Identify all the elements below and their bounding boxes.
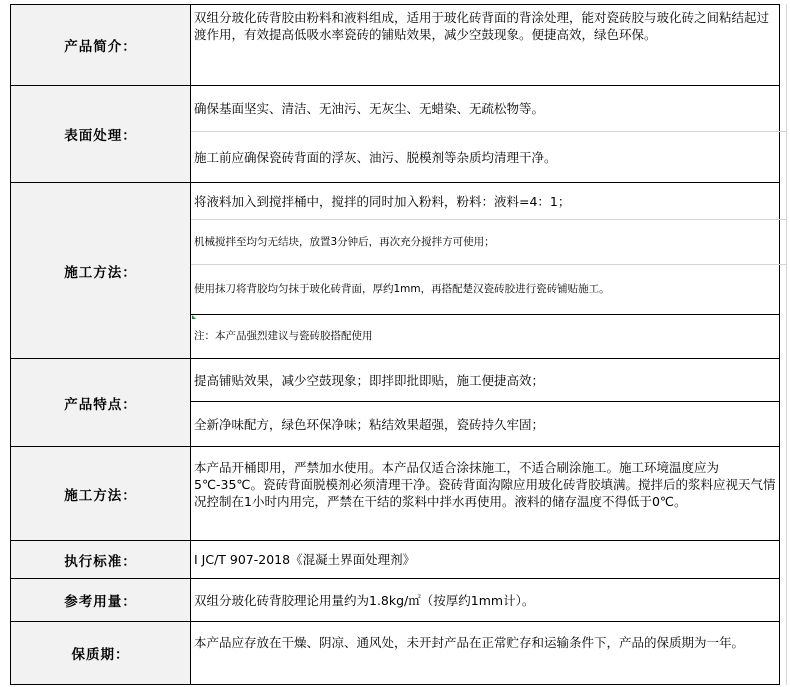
label-method-2: 施工方法： (10, 447, 191, 540)
border-section (10, 446, 780, 447)
intro-text: 双组分玻化砖背胶由粉料和液料组成，适用于玻化砖背面的背涂处理，能对瓷砖胶与玻化砖之间粘结起过渡作用，有效提高低吸水率瓷砖的铺贴效果，减少空鼓现象。便捷高效，绿色环保。 (194, 10, 770, 42)
method2-text: 本产品开桶即用，严禁加水使用。本产品仅适合涂抹施工，不适合刷涂施工。施工环境温度应为5℃-35℃。瓷砖背面脱模剂必须清理干净。瓷砖背面沟隙应用玻化砖背胶填满。搅拌后的浆料应视天气情况控制在1小时内用完，严禁在干结的浆料中拌水再使用。液料的储存温度不得低于0℃。 (194, 460, 776, 509)
features-row-1: 提高铺贴效果，减少空鼓现象；即拌即批即贴，施工便捷高效； (194, 372, 545, 388)
border-section (10, 358, 780, 359)
surface-row-1: 确保基面坚实、清洁、无油污、无灰尘、无蜡染、无疏松物等。 (194, 101, 545, 116)
border-section (10, 621, 780, 622)
method1-row-2: 机械搅拌至均匀无结块，放置3分钟后，再次充分搅拌方可使用； (194, 235, 495, 248)
border-row (191, 219, 787, 220)
standard-text: I JC/T 907-2018《混凝土界面处理剂》 (194, 552, 416, 567)
label-method-1: 施工方法： (10, 183, 191, 358)
usage-text: 双组分玻化砖背胶理论用量约为1.8kg/㎡（按厚约1mm计）。 (194, 592, 535, 608)
border-row (191, 314, 780, 315)
border-right (779, 4, 780, 685)
border-section (10, 540, 780, 541)
border-row (191, 264, 787, 265)
surface-row-2: 施工前应确保瓷砖背面的浮灰、油污、脱模剂等杂质均清理干净。 (194, 149, 557, 165)
shelf-text: 本产品应存放在干燥、阴凉、通风处，未开封产品在正常贮存和运输条件下，产品的保质期为一年。 (194, 635, 745, 650)
border-bottom (10, 684, 780, 685)
border-section (10, 578, 780, 579)
label-shelf: 保质期： (10, 622, 191, 684)
method1-row-3: 使用抹刀将背胶均匀抹于玻化砖背面，厚约1mm，再搭配楚汉瓷砖胶进行瓷砖铺贴施工。 (194, 283, 610, 295)
border-section (10, 182, 780, 183)
border-section (10, 85, 780, 86)
label-usage: 参考用量： (10, 579, 191, 621)
method1-row-1: 将液料加入到搅拌桶中，搅拌的同时加入粉料，粉料：液料=4：1； (194, 193, 571, 209)
border-right-grid (786, 4, 787, 685)
border-column (190, 4, 191, 685)
label-standard: 执行标准： (10, 541, 191, 578)
label-intro: 产品简介： (10, 5, 191, 85)
label-surface: 表面处理： (10, 86, 191, 182)
features-row-2: 全新净味配方，绿色环保净味；粘结效果超强，瓷砖持久牢固； (194, 416, 545, 432)
label-features: 产品特点： (10, 359, 191, 446)
border-top (10, 4, 780, 5)
border-left (10, 4, 11, 685)
method1-note: 注：本产品强烈建议与瓷砖胶搭配使用 (194, 330, 373, 342)
cell-comment-marker (192, 315, 196, 319)
border-row (191, 131, 787, 132)
border-row (191, 401, 780, 402)
